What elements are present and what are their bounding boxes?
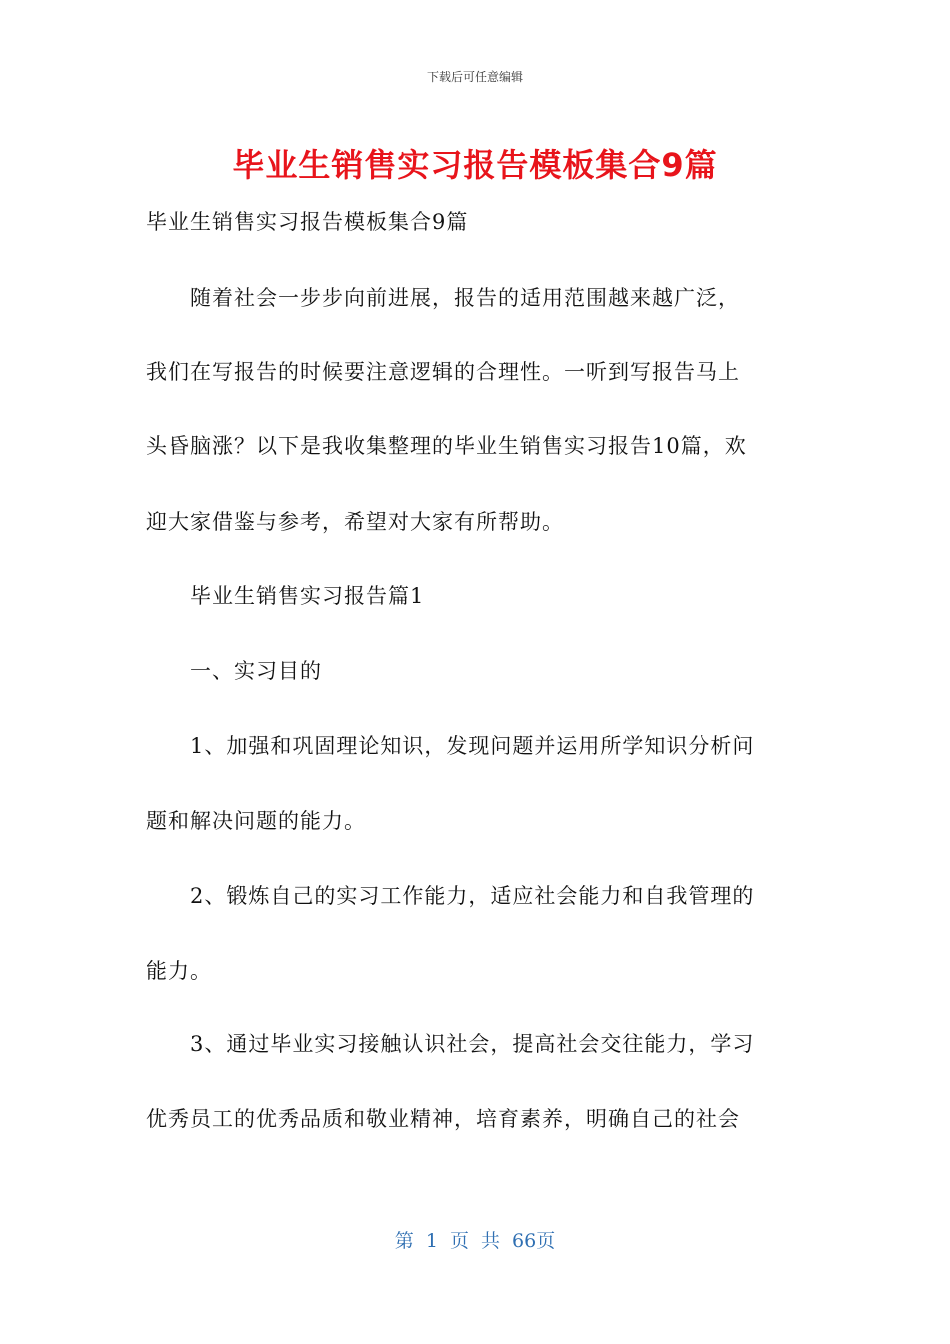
paragraph-line: 3、通过毕业实习接触认识社会，提高社会交往能力，学习 <box>146 1032 755 1056</box>
paragraph-line: 随着社会一步步向前进展，报告的适用范围越来越广泛， <box>146 286 740 310</box>
paragraph-line: 我们在写报告的时候要注意逻辑的合理性。一听到写报告马上 <box>146 360 740 384</box>
subtitle-line: 毕业生销售实习报告模板集合9篇 <box>146 210 469 234</box>
header-note: 下载后可任意编辑 <box>426 70 523 84</box>
paragraph-line: 能力。 <box>146 959 212 983</box>
paragraph-line: 迎大家借鉴与参考，希望对大家有所帮助。 <box>146 510 564 534</box>
paragraph-line: 2、锻炼自己的实习工作能力，适应社会能力和自我管理的 <box>146 884 755 908</box>
page-footer: 第 1 页 共 66页 <box>394 1230 556 1252</box>
section-heading: 毕业生销售实习报告篇1 <box>146 584 425 608</box>
section-subheading: 一、实习目的 <box>146 659 322 683</box>
document-title: 毕业生销售实习报告模板集合9篇 <box>232 146 718 184</box>
paragraph-line: 题和解决问题的能力。 <box>146 809 366 833</box>
paragraph-line: 1、加强和巩固理论知识，发现问题并运用所学知识分析问 <box>146 734 755 758</box>
paragraph-line: 头昏脑涨？以下是我收集整理的毕业生销售实习报告10篇，欢 <box>146 434 747 458</box>
paragraph-line: 优秀员工的优秀品质和敬业精神，培育素养，明确自己的社会 <box>146 1107 740 1131</box>
